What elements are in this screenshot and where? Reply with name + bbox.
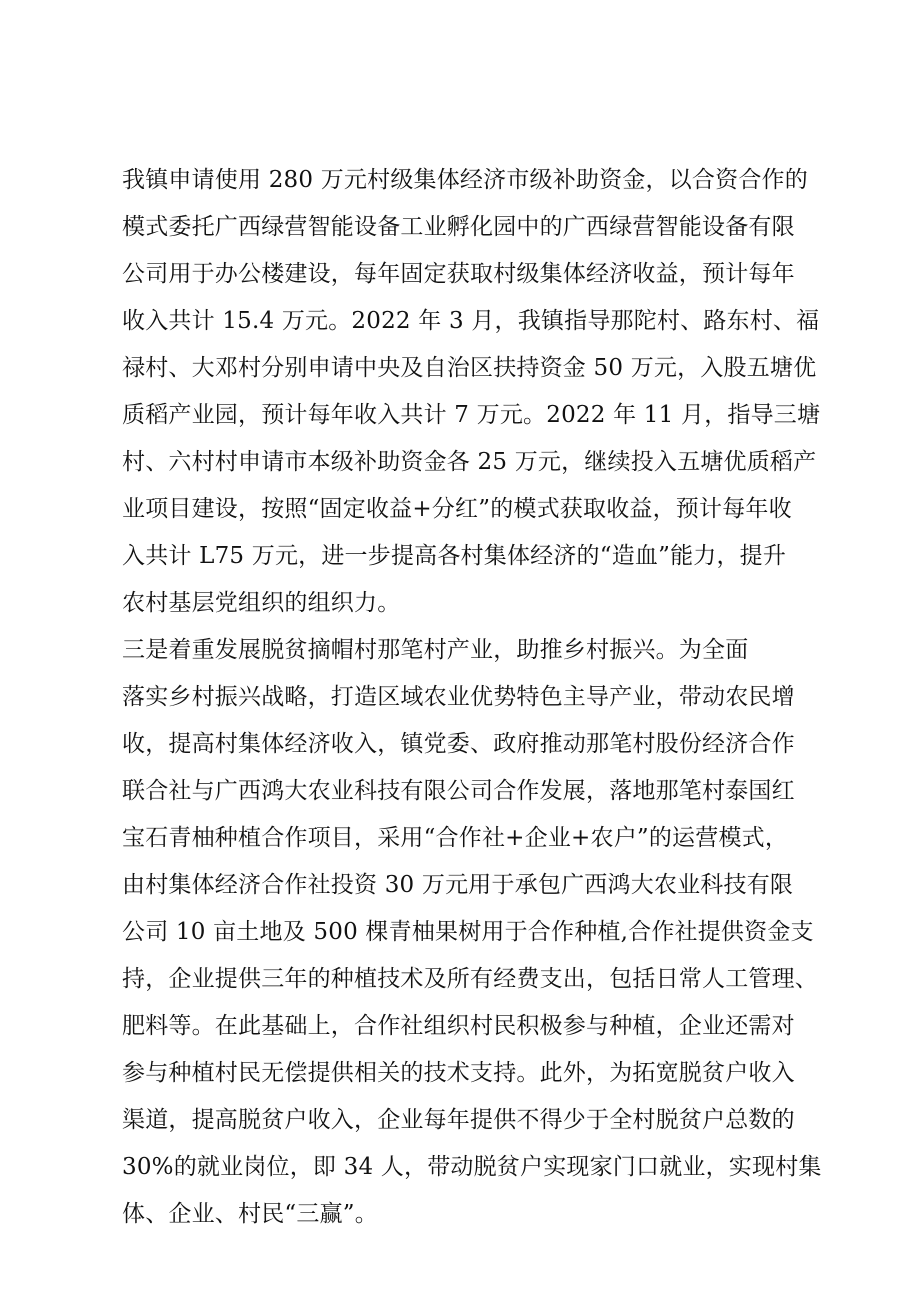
text-line: 收，提高村集体经济收入，镇党委、政府推动那笔村股份经济合作 <box>122 731 795 757</box>
text-line: 三是着重发展脱贫摘帽村那笔村产业，助推乡村振兴。为全面 <box>122 637 749 663</box>
text-line: 禄村、大邓村分别申请中央及自治区扶持资金 50 万元，入股五塘优 <box>122 355 817 381</box>
text-line: 入共计 L75 万元，进一步提高各村集体经济的“造血”能力，提升 <box>122 543 787 569</box>
text-line: 收入共计 15.4 万元。2022 年 3 月，我镇指导那陀村、路东村、福 <box>122 308 820 334</box>
text-line: 公司用于办公楼建设，每年固定获取村级集体经济收益，预计每年 <box>122 261 795 287</box>
text-line: 农村基层党组织的组织力。 <box>122 590 401 616</box>
text-line: 肥料等。在此基础上，合作社组织村民积极参与种植，企业还需对 <box>122 1013 795 1039</box>
text-line: 村、六村村申请市本级补助资金各 25 万元，继续投入五塘优质稻产 <box>122 449 817 475</box>
text-line: 持，企业提供三年的种植技术及所有经费支出，包括日常人工管理、 <box>122 966 818 992</box>
text-line: 宝石青柚种植合作项目，采用“合作社+企业+农户”的运营模式， <box>122 825 789 851</box>
text-line: 参与种植村民无偿提供相关的技术支持。此外，为拓宽脱贫户收入 <box>122 1060 795 1086</box>
text-line: 渠道，提高脱贫户收入，企业每年提供不得少于全村脱贫户总数的 <box>122 1107 795 1133</box>
text-line: 30%的就业岗位，即 34 人，带动脱贫户实现家门口就业，实现村集 <box>122 1154 822 1180</box>
text-line: 模式委托广西绿营智能设备工业孵化园中的广西绿营智能设备有限 <box>122 214 795 240</box>
paragraph-2 <box>122 627 842 1238</box>
text-line: 联合社与广西鸿大农业科技有限公司合作发展，落地那笔村泰国红 <box>122 778 795 804</box>
text-line: 由村集体经济合作社投资 30 万元用于承包广西鸿大农业科技有限 <box>122 872 794 898</box>
text-line: 业项目建设，按照“固定收益+分红”的模式获取收益，预计每年收 <box>122 496 792 522</box>
text-line: 落实乡村振兴战略，打造区域农业优势特色主导产业，带动农民增 <box>122 684 795 710</box>
text-line: 公司 10 亩土地及 500 棵青柚果树用于合作种植,合作社提供资金支 <box>122 919 814 945</box>
paragraph-1 <box>122 157 842 627</box>
document-body <box>122 157 842 1238</box>
text-line: 体、企业、村民“三赢”。 <box>122 1201 378 1227</box>
text-line: 我镇申请使用 280 万元村级集体经济市级补助资金，以合资合作的 <box>122 167 808 193</box>
text-line: 质稻产业园，预计每年收入共计 7 万元。2022 年 11 月，指导三塘 <box>122 402 821 428</box>
